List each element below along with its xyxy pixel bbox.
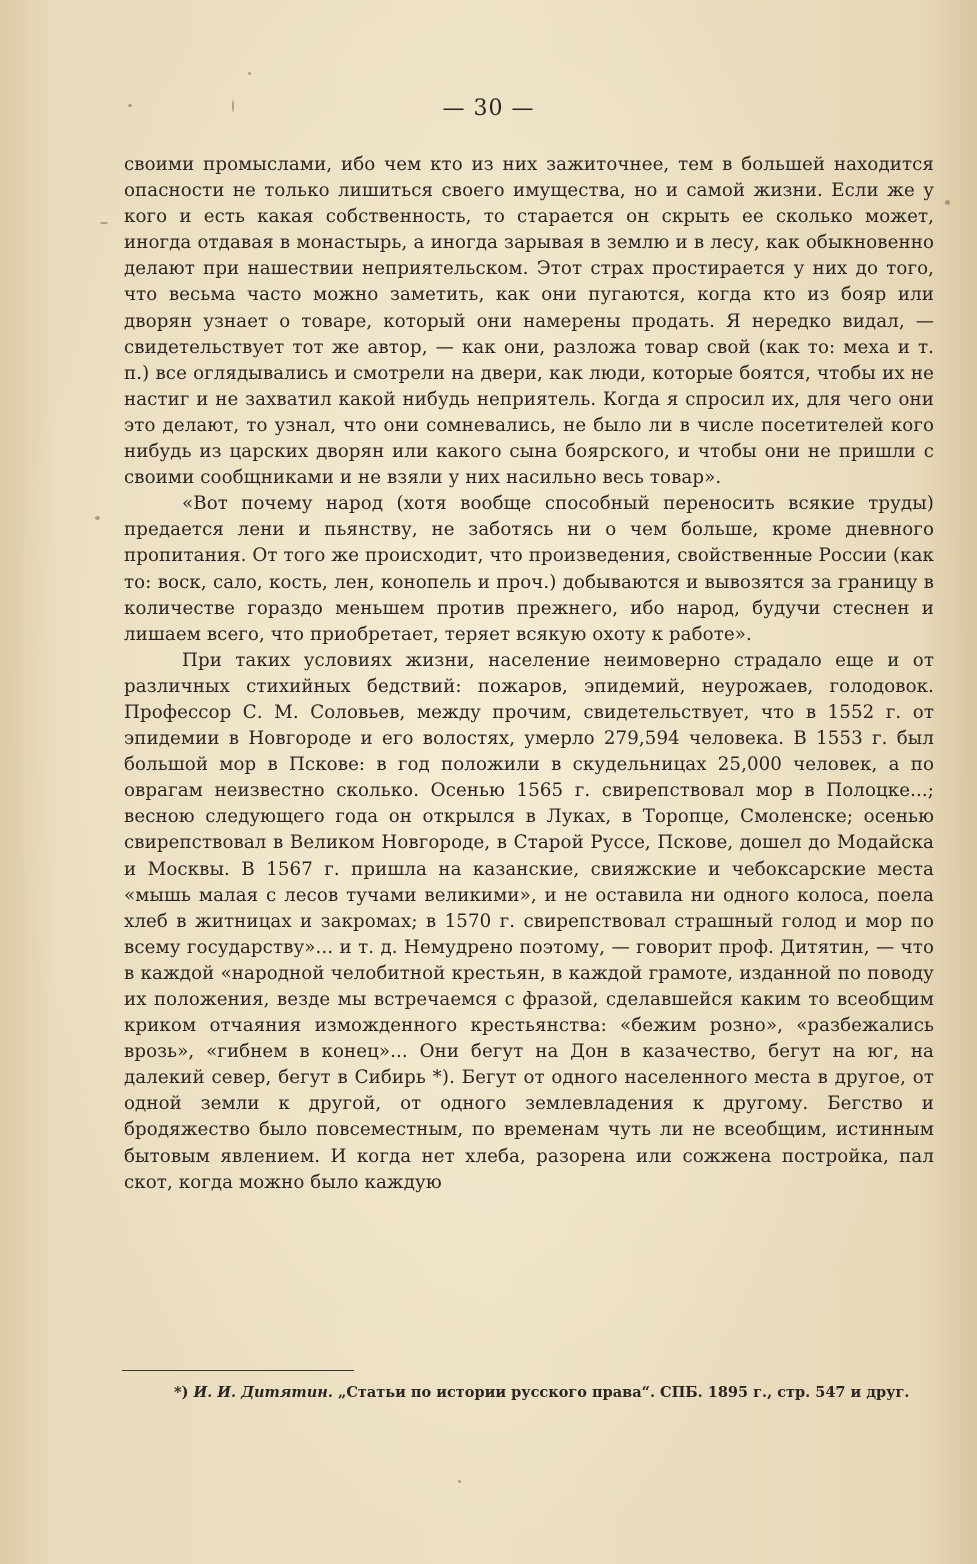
footnote-text: „Статьи по истории русского права“. СПБ. 1895 г., стр. 547 и друг. (338, 1384, 910, 1401)
paper-speck (100, 222, 108, 224)
footnote-author: И. И. Дитятин. (193, 1384, 333, 1401)
paper-speck (945, 200, 950, 205)
paper-speck (232, 100, 234, 112)
paper-speck (128, 104, 132, 107)
paragraph-3: При таких условиях жизни, население неимоверно страдало еще и от различных стихийных бедствий: пожаров, эпидемий, неурожаев, голодовок. Профессор С. М. Соловьев, между прочим, свидетельствует, что в 1552 г. от эпидемии в Новгороде и его волостях, умерло 279,594 человека. В 1553 г. был большой мор в Пскове: в год положили в скудельницах 25,000 человек, а по оврагам неизвестно сколько. Осенью 1565 г. свирепствовал мор в Полоцке...; весною следующего года он открылся в Луках, в Торопце, Смоленске; осенью свирепствовал в Великом Новгороде, в Старой Руссе, Пскове, дошел до Модайска и Москвы. В 1567 г. пришла на казанские, свияжские и чебоксарские места «мышь малая с лесов тучами великими», и не оставила ни одного колоса, поела хлеб в житницах и закромах; в 1570 г. свирепствовал страшный голод и мор по всему государству»... и т. д. Немудрено поэтому, — говорит проф. Дитятин, — что в каждой «народной челобитной крестьян, в каждой грамоте, изданной по поводу их положения, везде мы встречаемся с фразой, сделавшейся каким то всеобщим криком отчаяния изможденного крестьянства: «бежим розно», «разбежались врозь», «гибнем в конец»... Они бегут на Дон в казачество, бегут на юг, на далекий север, бегут в Сибирь *). Бегут от одного населенного места в другое, от одной земли к другой, от одного землевладения к другому. Бегство и бродяжество было повсеместным, по временам чуть ли не всеобщим, истинным бытовым явлением. И когда нет хлеба, разорена или сожжена постройка, пал скот, когда можно было каждую (124, 649, 934, 1193)
paragraph-2: «Вот почему народ (хотя вообще способный переносить всякие труды) предается лени и пьянству, не заботясь ни о чем больше, кроме дневного пропитания. От того же происходит, что произведения, свойственные России (как то: воск, сало, кость, лен, конопель и проч.) добываются и вывозятся за границу в количестве гораздо меньшем против прежнего, ибо народ, будучи стеснен и лишаем всего, что приобретает, теряет всякую охоту к работе». (124, 493, 934, 645)
paper-speck (458, 1480, 461, 1483)
footnote (122, 1382, 934, 1404)
page-number: — 30 — (442, 96, 535, 121)
body-text (124, 152, 934, 1196)
paragraph-1: своими промыслами, ибо чем кто из них зажиточнее, тем в большей находится опасности не только лишиться своего имущества, но и самой жизни. Если же у кого и есть какая собственность, то старается он скрыть ее сколько может, иногда отдавая в монастырь, а иногда зарывая в землю и в лесу, как обыкновенно делают при нашествии неприятельском. Этот страх простирается у них до того, что весьма часто можно заметить, как они пугаются, когда кто из бояр или дворян узнает о товаре, который они намерены продать. Я нередко видал, — свидетельствует тот же автор, — как они, разложа товар свой (как то: меха и т. п.) все оглядывались и смотрели на двери, как люди, которые боятся, чтобы их не настиг и не захватил какой нибудь неприятель. Когда я спросил их, для чего они это делают, то узнал, что они сомневались, не было ли в числе посетителей кого нибудь из царских дворян или какого сына боярского, и чтобы они не пришли с своими сообщниками и не взяли у них насильно весь товар». (124, 154, 934, 489)
footnote-divider (122, 1370, 354, 1371)
paper-speck (248, 72, 251, 75)
footnote-marker: *) (174, 1384, 189, 1401)
paper-speck (95, 516, 100, 520)
